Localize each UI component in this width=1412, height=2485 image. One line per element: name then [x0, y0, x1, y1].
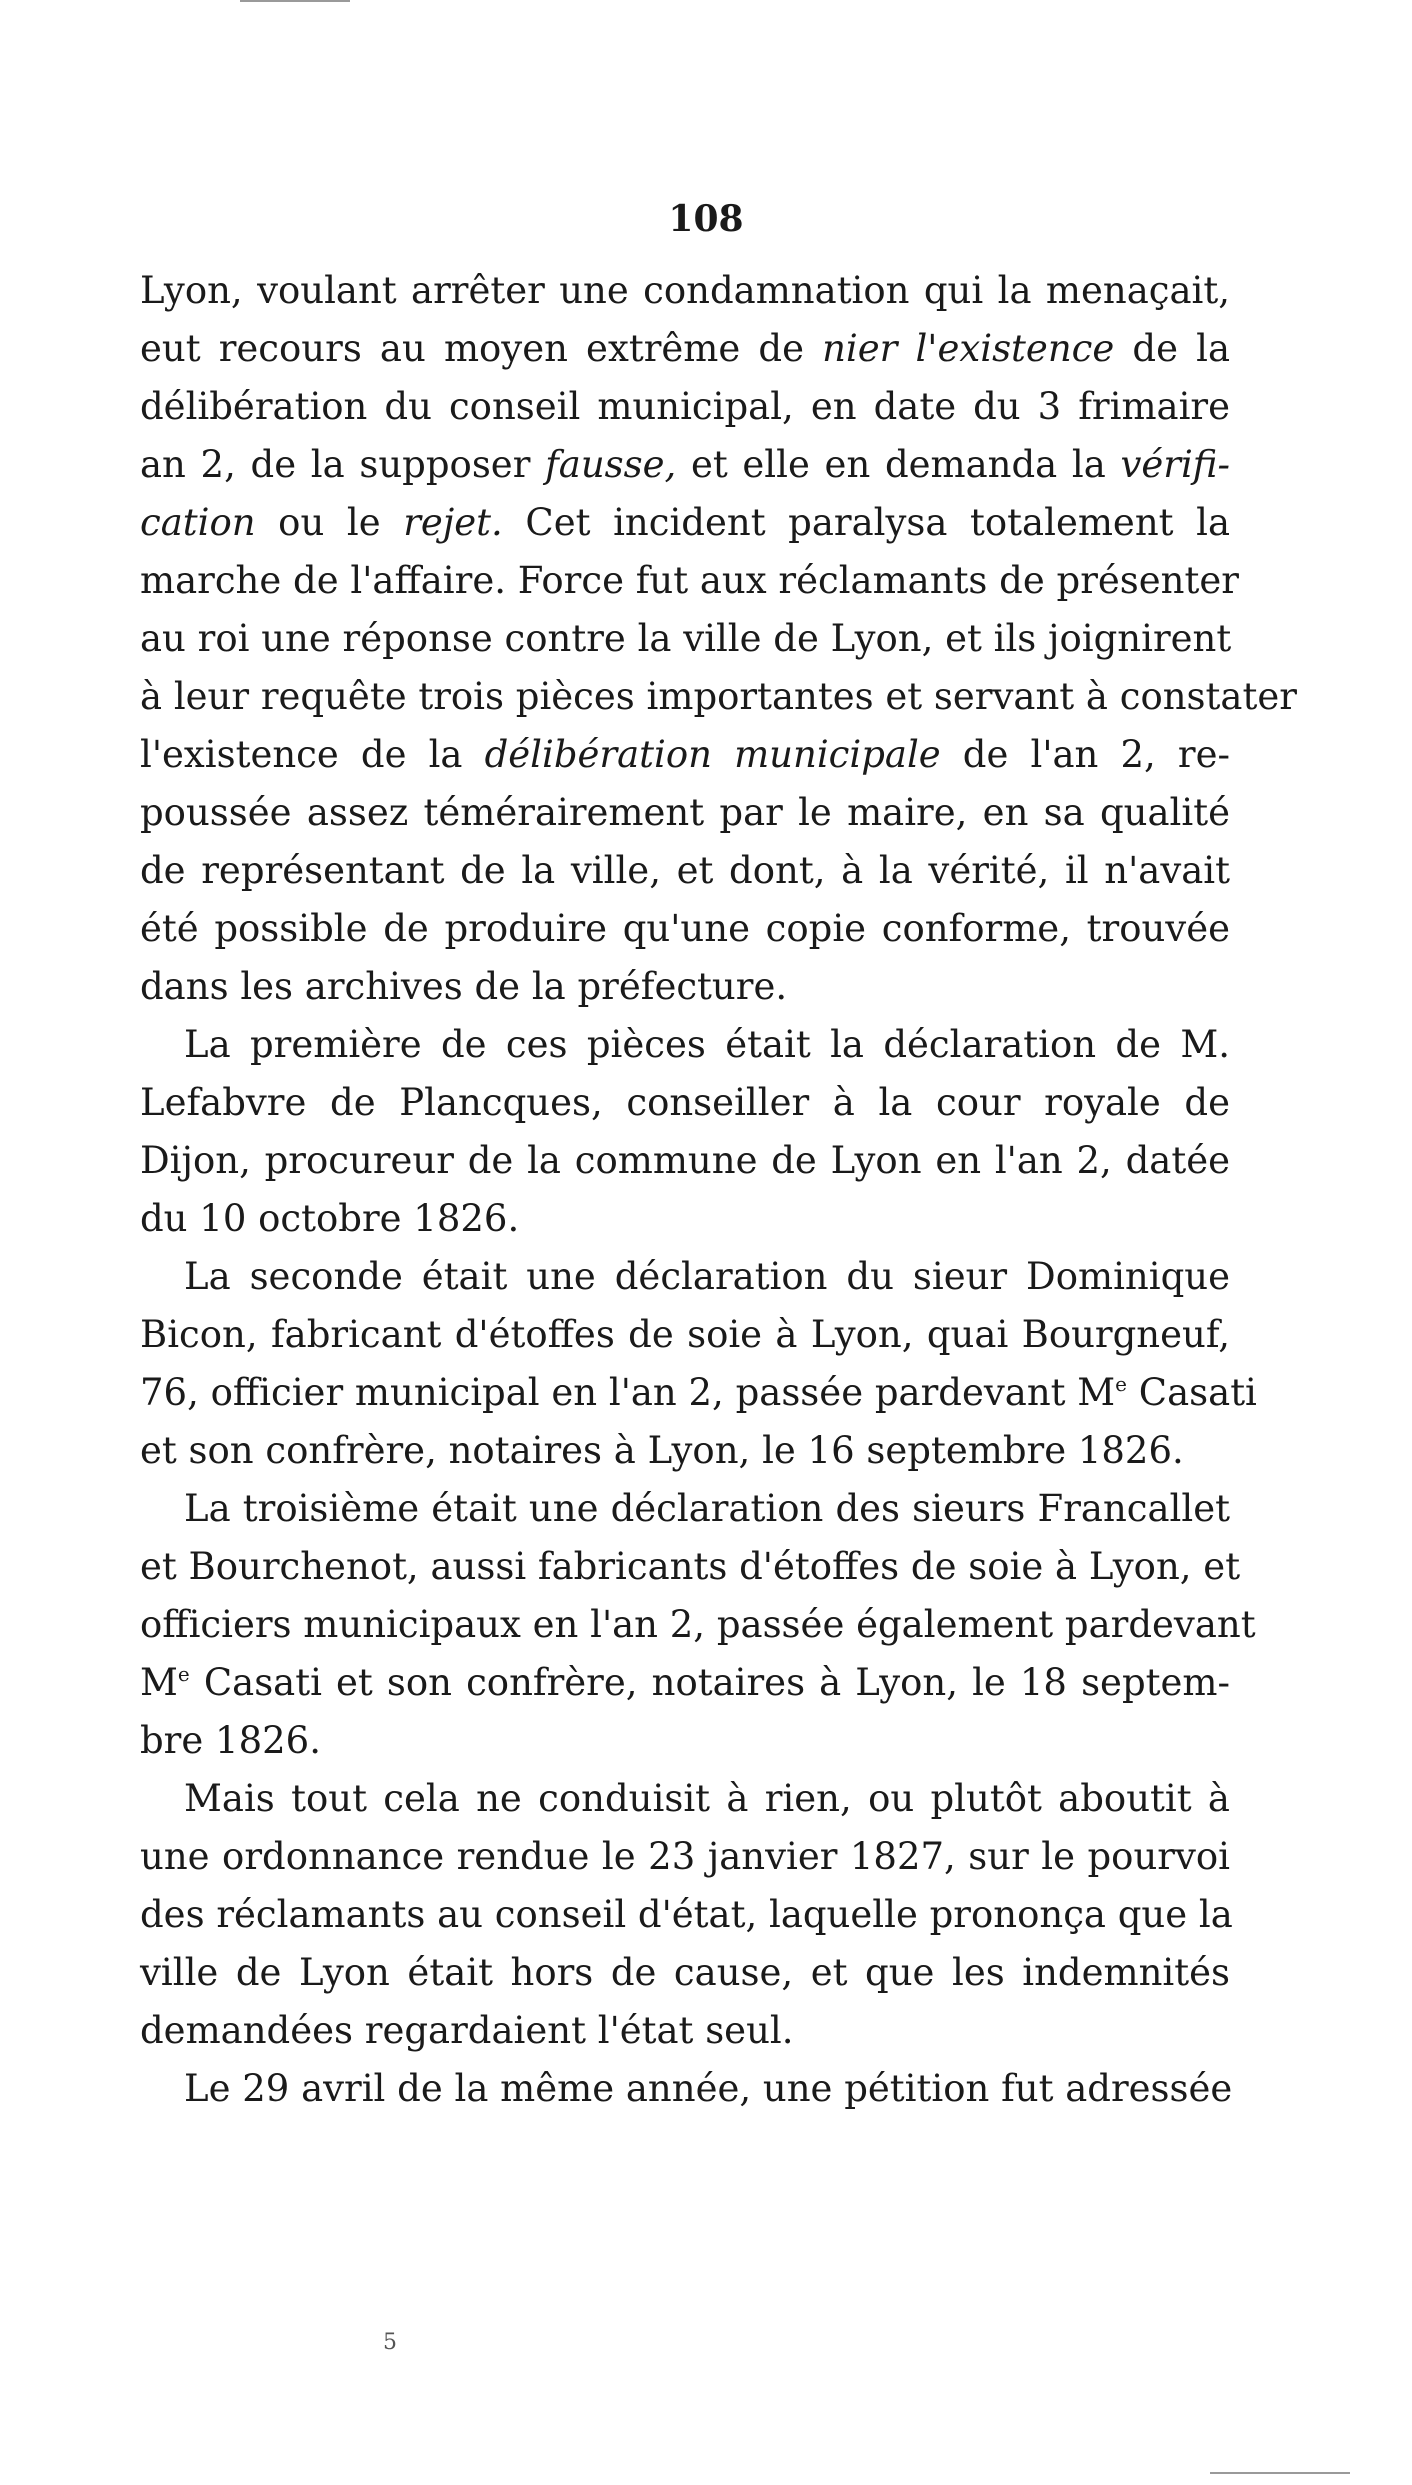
top-rule [240, 0, 350, 2]
text-line: des réclamants au conseil d'état, laquelle prononça que la [140, 1893, 1233, 1936]
text-line: Lyon, voulant arrêter une condamnation qui la menaçait, [140, 269, 1230, 312]
text-line: une ordonnance rendue le 23 janvier 1827, sur le pourvoi [140, 1835, 1230, 1878]
italic-span: nier l'existence [822, 327, 1115, 370]
italic-span: fausse, [545, 443, 677, 486]
text-line: demandées regardaient l'état seul. [140, 2009, 794, 2052]
text-line: été possible de produire qu'une copie conforme, trouvée [140, 907, 1230, 950]
text-line: La première de ces pièces était la déclaration de M. [184, 1023, 1230, 1066]
paragraph [140, 1016, 1230, 1248]
superscript: e [177, 1662, 190, 1686]
text-line: La troisième était une déclaration des sieurs Francallet [184, 1487, 1230, 1530]
text-line: délibération du conseil municipal, en date du 3 frimaire [140, 385, 1230, 428]
paragraph [140, 1480, 1256, 1770]
paragraph [140, 1248, 1257, 1480]
superscript: e [1115, 1372, 1128, 1396]
text-line: bre 1826. [140, 1719, 321, 1762]
italic-span: vérifi- [1120, 443, 1230, 486]
text-line: et son confrère, notaires à Lyon, le 16 septembre 1826. [140, 1429, 1184, 1472]
text-line: l'existence de la délibération municipale de l'an 2, re- [140, 733, 1230, 776]
text-line: Bicon, fabricant d'étoffes de soie à Lyon, quai Bourgneuf, [140, 1313, 1230, 1356]
text-line: Mais tout cela ne conduisit à rien, ou plutôt aboutit à [184, 1777, 1230, 1820]
bottom-rule [1210, 2472, 1350, 2474]
text-line: Le 29 avril de la même année, une pétition fut adressée [184, 2067, 1233, 2110]
text-line: La seconde était une déclaration du sieur Dominique [184, 1255, 1230, 1298]
text-line: marche de l'affaire. Force fut aux réclamants de présenter [140, 559, 1239, 602]
text-line: au roi une réponse contre la ville de Lyon, et ils joignirent [140, 617, 1232, 660]
text-line: eut recours au moyen extrême de nier l'existence de la [140, 327, 1231, 370]
text-line: ville de Lyon était hors de cause, et que les indemnités [140, 1951, 1230, 1994]
text-line: cation ou le rejet. Cet incident paralysa totalement la [140, 501, 1231, 544]
text-line: et Bourchenot, aussi fabricants d'étoffes de soie à Lyon, et [140, 1545, 1241, 1588]
text-line: du 10 octobre 1826. [140, 1197, 520, 1240]
text-line: à leur requête trois pièces importantes et servant à constater [140, 675, 1297, 718]
page-number: 108 [668, 198, 744, 240]
text-line: Me Casati et son confrère, notaires à Lyon, le 18 septem- [140, 1661, 1230, 1704]
text-line: Lefabvre de Plancques, conseiller à la cour royale de [140, 1081, 1230, 1124]
paragraph [140, 1770, 1233, 2060]
paragraph [140, 2060, 1233, 2118]
signature-mark: 5 [383, 2330, 397, 2355]
body-text [140, 262, 1297, 2118]
text-line: poussée assez témérairement par le maire, en sa qualité [140, 791, 1230, 834]
paragraph [140, 262, 1297, 1016]
text-line: dans les archives de la préfecture. [140, 965, 788, 1008]
italic-span: cation [140, 501, 256, 544]
text-line: officiers municipaux en l'an 2, passée également pardevant [140, 1603, 1256, 1646]
italic-span: délibération municipale [484, 733, 941, 776]
text-line: 76, officier municipal en l'an 2, passée pardevant Me Casati [140, 1371, 1257, 1414]
italic-span: rejet. [403, 501, 503, 544]
text-line: an 2, de la supposer fausse, et elle en demanda la vérifi- [140, 443, 1230, 486]
text-line: de représentant de la ville, et dont, à la vérité, il n'avait [140, 849, 1230, 892]
text-line: Dijon, procureur de la commune de Lyon en l'an 2, datée [140, 1139, 1230, 1182]
